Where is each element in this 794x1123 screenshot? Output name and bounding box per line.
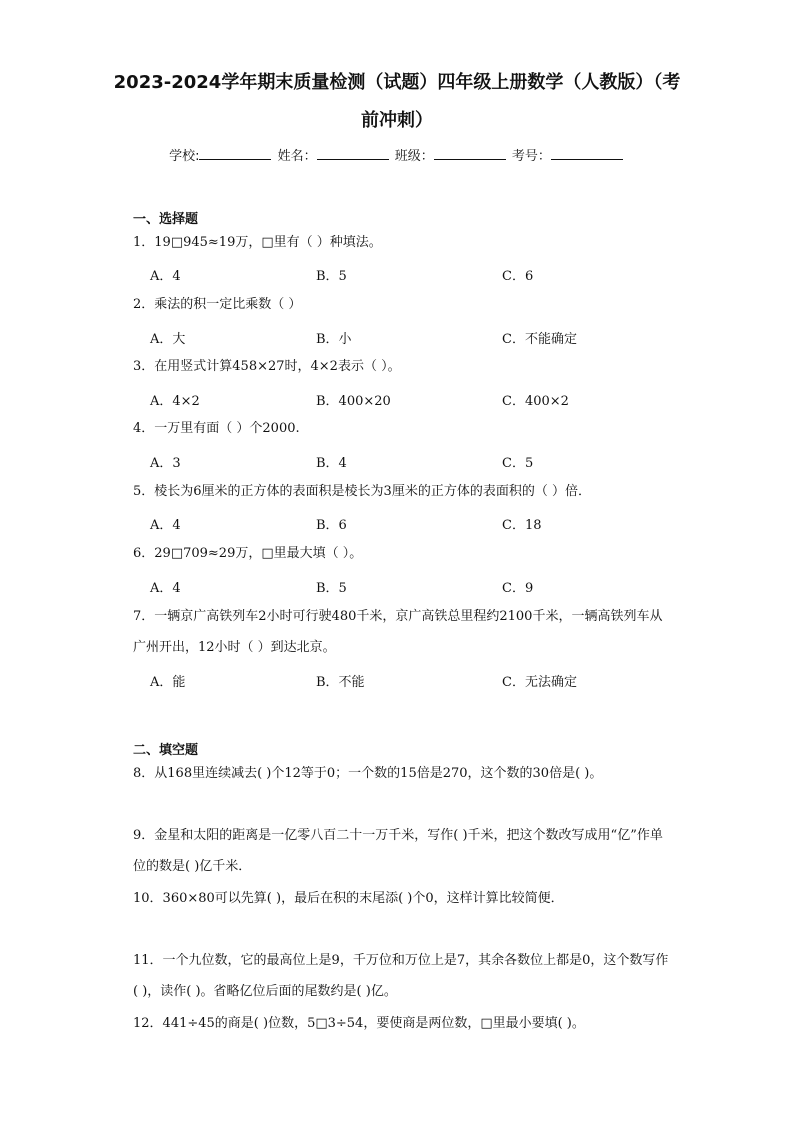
options-2 [150,328,670,348]
option-c: C．6 [502,269,534,284]
question-10: 10．360×80可以先算( )，最后在积的末尾添( )个0，这样计算比较简便． [133,891,564,906]
option-a: A．4×2 [150,394,200,409]
question-3: 3．在用竖式计算458×27时，4×2表示（ ）。 [133,359,401,374]
option-c: C．无法确定 [502,675,577,690]
options-3 [150,390,670,410]
name-blank [317,147,389,160]
option-a: A．4 [150,269,181,284]
options-1 [150,265,670,285]
name-label: 姓名： [277,149,317,164]
number-blank [551,147,623,160]
option-b: B．5 [316,581,347,596]
question-9: 9．金星和太阳的距离是一亿零八百二十一万千米，写作( )千米，把这个数改写成用“亿”作单位的数是( )亿千米． [133,828,663,874]
option-b: B．6 [316,518,347,533]
option-b: B．400×20 [316,394,391,409]
question-1: 1．19□945≈19万，□里有（ ）种填法。 [133,235,382,250]
options-5 [150,514,670,534]
student-info-line [0,145,794,164]
options-7 [150,671,670,691]
question-8: 8．从168里连续减去( )个12等于0；一个数的15倍是270，这个数的30倍是( )。 [133,766,603,781]
option-c: C．400×2 [502,394,569,409]
option-a: A．能 [150,675,186,690]
option-c: C．9 [502,581,534,596]
options-6 [150,577,670,597]
option-b: B．5 [316,269,347,284]
question-6: 6．29□709≈29万，□里最大填（ ）。 [133,546,363,561]
number-label: 考号： [511,149,551,164]
option-a: A．4 [150,518,181,533]
option-c: C．不能确定 [502,332,577,347]
class-label: 班级： [394,149,434,164]
option-a: A．大 [150,332,186,347]
school-label: 学校: [169,149,200,164]
options-4 [150,452,670,472]
question-11: 11．一个九位数，它的最高位上是9，千万位和万位上是7，其余各数位上都是0，这个数写作( )，读作( )。省略亿位后面的尾数约是( )亿。 [133,953,669,999]
section-title-choice: 一、选择题 [133,212,199,227]
question-2: 2．乘法的积一定比乘数（ ） [133,297,302,312]
option-c: C．5 [502,456,534,471]
option-a: A．4 [150,581,181,596]
question-5: 5．棱长为6厘米的正方体的表面积是棱长为3厘米的正方体的表面积的（ ）倍． [133,484,591,499]
option-b: B．4 [316,456,347,471]
school-blank [199,147,271,160]
option-c: C．18 [502,518,542,533]
page-title: 2023-2024学年期末质量检测（试题）四年级上册数学（人教版）（考前冲刺） [113,72,681,131]
section-title-fill: 二、填空题 [133,743,199,758]
option-b: B．不能 [316,675,365,690]
option-a: A．3 [150,456,181,471]
question-12: 12．441÷45的商是( )位数，5□3÷54，要使商是两位数，□里最小要填( )。 [133,1016,585,1031]
question-4: 4．一万里有面（ ）个2000. [133,421,300,436]
option-b: B．小 [316,332,352,347]
class-blank [434,147,506,160]
question-7: 7．一辆京广高铁列车2小时可行驶480千米，京广高铁总里程约2100千米，一辆高铁列车从广州开出，12小时（ ）到达北京。 [133,609,663,655]
